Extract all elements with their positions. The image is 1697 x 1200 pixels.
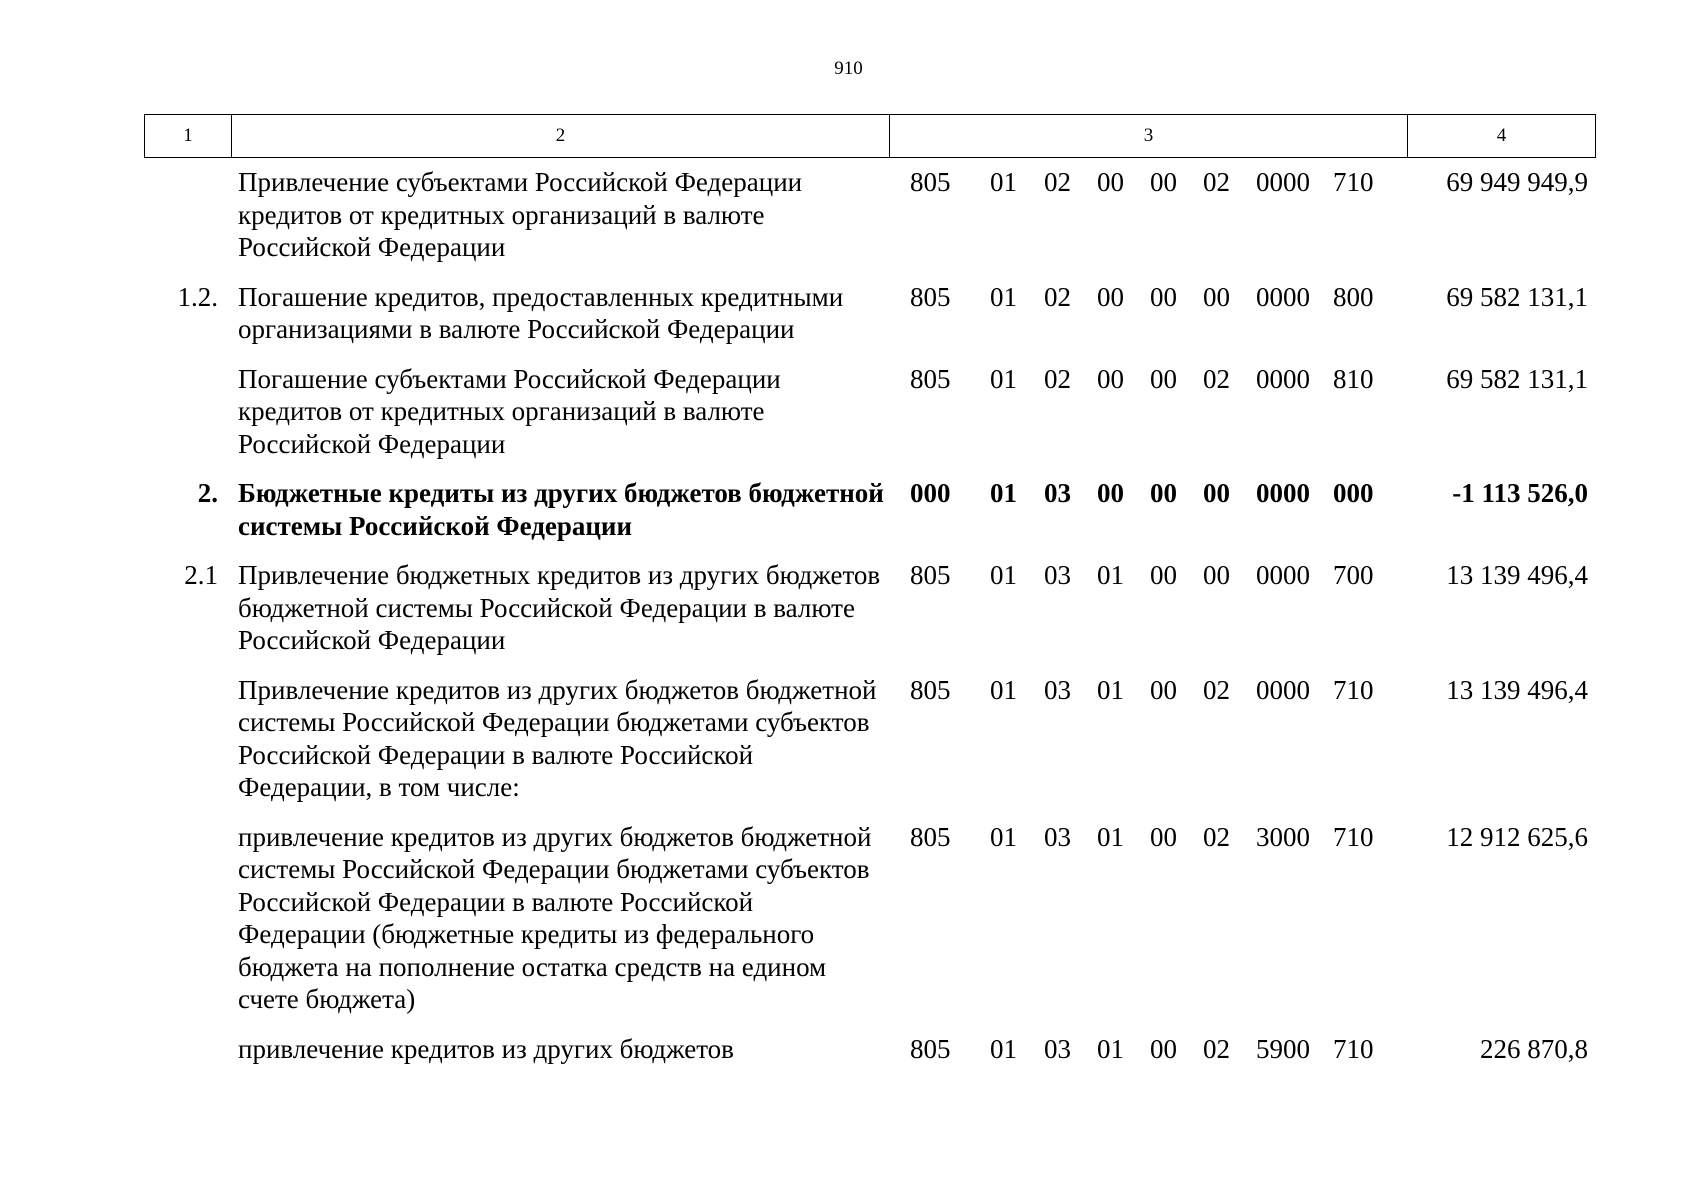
code-part: 000 <box>910 478 951 508</box>
page-number: 910 <box>834 58 863 79</box>
row-sum: 69 582 131,1 <box>1446 281 1588 312</box>
code-part: 01 <box>990 674 1017 705</box>
row-name: привлечение кредитов из других бюджетов <box>238 1033 734 1064</box>
row-name: Привлечение субъектами Российской Федерации кредитов от кредитных организаций в валюте Российской Федерации <box>238 167 803 262</box>
row-name: привлечение кредитов из других бюджетов бюджетной системы Российской Федерации бюджетами субъектов Российской Федерации в валюте Российской Федерации (бюджетные кредиты из федерального бюджета на пополнение остатка средств на едином счете бюджета) <box>238 821 872 1014</box>
code-part: 02 <box>1203 1033 1230 1064</box>
code-part: 02 <box>1203 363 1230 394</box>
code-part: 01 <box>1097 821 1124 852</box>
code-part: 805 <box>910 363 951 394</box>
row-sum: 69 949 949,9 <box>1446 167 1588 197</box>
row-name: Бюджетные кредиты из других бюджетов бюджетной системы Российской Федерации <box>238 478 884 541</box>
row-sum: 12 912 625,6 <box>1446 821 1588 852</box>
budget-code <box>886 281 1446 314</box>
row-name: Погашение кредитов, предоставленных кредитными организациями в валюте Российской Федерации <box>238 281 844 344</box>
code-part: 805 <box>910 167 951 197</box>
header-col-3: 3 <box>889 115 1407 157</box>
table-row <box>144 1033 1596 1066</box>
code-part: 00 <box>1150 821 1177 852</box>
code-part: 03 <box>1044 821 1071 852</box>
row-name: Привлечение бюджетных кредитов из других бюджетов бюджетной системы Российской Федерации в валюте Российской Федерации <box>238 560 881 655</box>
code-part: 3000 <box>1256 821 1310 852</box>
code-part: 00 <box>1097 167 1124 197</box>
code-part: 00 <box>1097 281 1124 312</box>
code-part: 5900 <box>1256 1033 1310 1064</box>
code-part: 00 <box>1150 281 1177 312</box>
code-part: 01 <box>990 363 1017 394</box>
budget-code <box>886 821 1446 854</box>
table-row <box>144 821 1596 1016</box>
row-number: 2. <box>197 478 218 508</box>
code-part: 0000 <box>1256 167 1310 197</box>
code-part: 00 <box>1203 478 1230 508</box>
code-part: 02 <box>1203 167 1230 197</box>
row-name: Погашение субъектами Российской Федерации кредитов от кредитных организаций в валюте Российской Федерации <box>238 363 781 459</box>
code-part: 01 <box>1097 1033 1124 1064</box>
code-part: 710 <box>1333 821 1374 852</box>
code-part: 03 <box>1044 1033 1071 1064</box>
code-part: 01 <box>990 821 1017 852</box>
table-body <box>144 166 1596 1082</box>
table-row <box>144 281 1596 346</box>
header-col-2: 2 <box>231 115 889 157</box>
code-part: 02 <box>1203 674 1230 705</box>
code-part: 810 <box>1333 363 1374 394</box>
table-row <box>144 166 1596 264</box>
code-part: 01 <box>990 478 1017 508</box>
budget-code <box>886 477 1446 510</box>
budget-code <box>886 559 1446 592</box>
row-sum: 13 139 496,4 <box>1446 560 1588 590</box>
row-number: 1.2. <box>177 281 218 312</box>
table-row <box>144 363 1596 461</box>
code-part: 710 <box>1333 1033 1374 1064</box>
code-part: 710 <box>1333 167 1374 197</box>
budget-code <box>886 363 1446 396</box>
code-part: 01 <box>990 560 1017 590</box>
table-row <box>144 559 1596 657</box>
code-part: 710 <box>1333 674 1374 705</box>
code-part: 00 <box>1097 478 1124 508</box>
code-part: 00 <box>1203 560 1230 590</box>
code-part: 00 <box>1150 560 1177 590</box>
row-sum: 226 870,8 <box>1480 1033 1588 1064</box>
code-part: 805 <box>910 821 951 852</box>
table-row <box>144 477 1596 542</box>
code-part: 01 <box>990 281 1017 312</box>
row-sum: 13 139 496,4 <box>1446 674 1588 705</box>
row-name: Привлечение кредитов из других бюджетов бюджетной системы Российской Федерации бюджетами субъектов Российской Федерации в валюте Российской Федерации, в том числе: <box>238 674 877 802</box>
budget-code <box>886 166 1446 199</box>
code-part: 0000 <box>1256 674 1310 705</box>
code-part: 02 <box>1044 281 1071 312</box>
table-row <box>144 674 1596 804</box>
code-part: 00 <box>1150 167 1177 197</box>
code-part: 03 <box>1044 478 1071 508</box>
row-sum: 69 582 131,1 <box>1446 363 1588 394</box>
code-part: 01 <box>1097 560 1124 590</box>
code-part: 805 <box>910 560 951 590</box>
code-part: 00 <box>1203 281 1230 312</box>
code-part: 02 <box>1044 167 1071 197</box>
code-part: 00 <box>1150 363 1177 394</box>
code-part: 805 <box>910 1033 951 1064</box>
code-part: 0000 <box>1256 281 1310 312</box>
code-part: 01 <box>1097 674 1124 705</box>
code-part: 01 <box>990 167 1017 197</box>
budget-code <box>886 674 1446 707</box>
budget-code <box>886 1033 1446 1066</box>
code-part: 00 <box>1097 363 1124 394</box>
code-part: 00 <box>1150 1033 1177 1064</box>
code-part: 800 <box>1333 281 1374 312</box>
code-part: 03 <box>1044 560 1071 590</box>
code-part: 700 <box>1333 560 1374 590</box>
code-part: 0000 <box>1256 560 1310 590</box>
code-part: 000 <box>1333 478 1374 508</box>
code-part: 02 <box>1044 363 1071 394</box>
code-part: 00 <box>1150 478 1177 508</box>
code-part: 03 <box>1044 674 1071 705</box>
header-col-4: 4 <box>1407 115 1595 157</box>
code-part: 02 <box>1203 821 1230 852</box>
code-part: 805 <box>910 281 951 312</box>
row-sum: -1 113 526,0 <box>1452 478 1588 508</box>
code-part: 0000 <box>1256 363 1310 394</box>
code-part: 0000 <box>1256 478 1310 508</box>
code-part: 805 <box>910 674 951 705</box>
table-header <box>144 114 1596 158</box>
code-part: 00 <box>1150 674 1177 705</box>
code-part: 01 <box>990 1033 1017 1064</box>
row-number: 2.1 <box>184 560 218 590</box>
header-col-1: 1 <box>183 125 193 146</box>
